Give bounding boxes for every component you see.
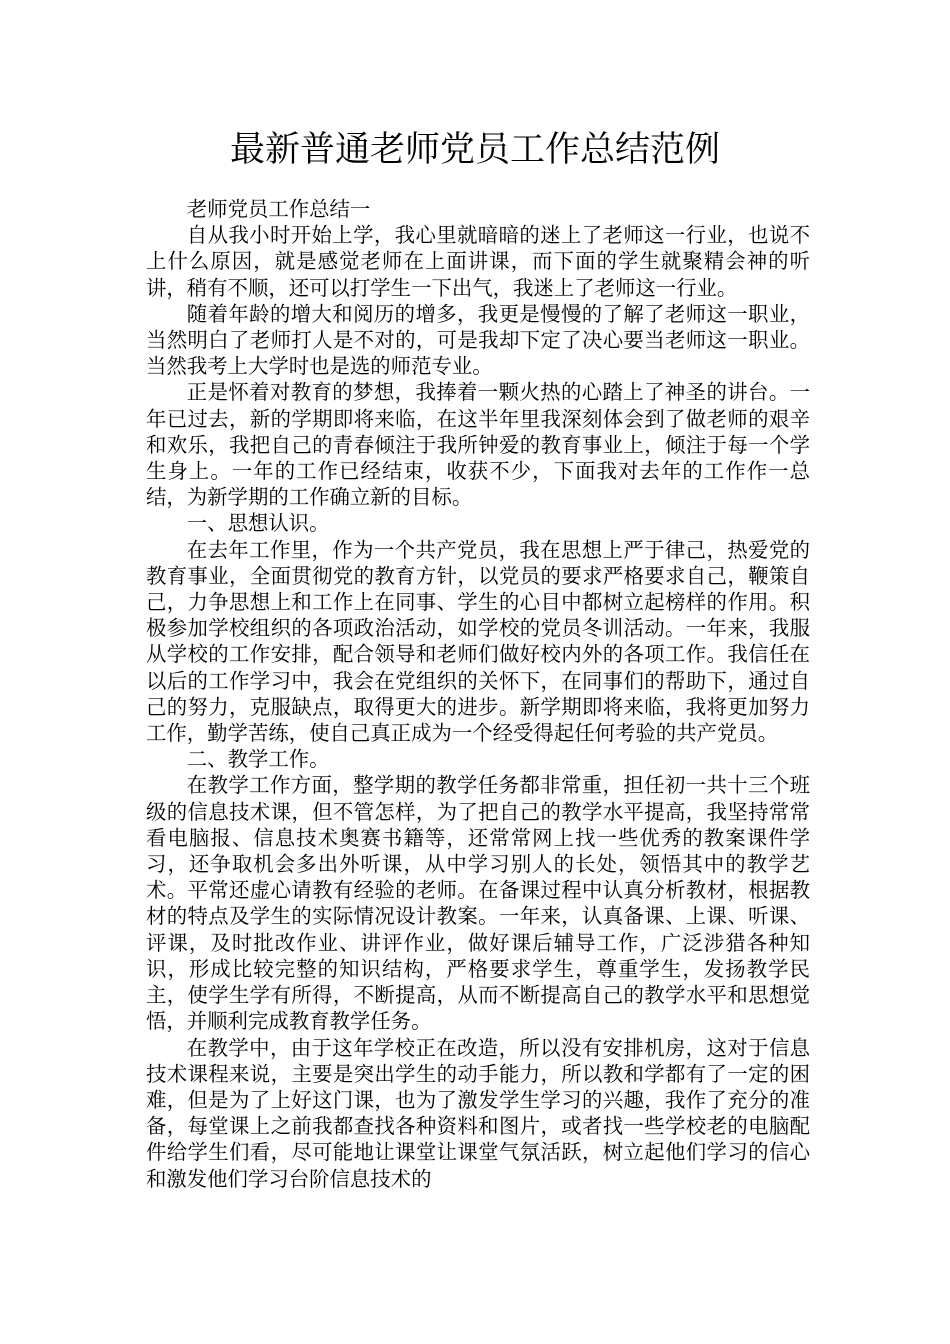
paragraph: 正是怀着对教育的梦想，我捧着一颗火热的心踏上了神圣的讲台。一年已过去，新的学期即将来临，在这半年里我深刻体会到了做老师的艰辛和欢乐，我把自己的青春倾注于我所钟爱的教育事业上，倾注于每一个学生身上。一年的工作已经结束，收获不少，下面我对去年的工作作一总结，为新学期的工作确立新的目标。 <box>146 380 810 510</box>
paragraph: 随着年龄的增大和阅历的增多，我更是慢慢的了解了老师这一职业，当然明白了老师打人是不对的，可是我却下定了决心要当老师这一职业。当然我考上大学时也是选的师范专业。 <box>146 301 810 379</box>
paragraph: 自从我小时开始上学，我心里就暗暗的迷上了老师这一行业，也说不上什么原因，就是感觉老师在上面讲课，而下面的学生就聚精会神的听讲，稍有不顺，还可以打学生一下出气，我迷上了老师这一行业。 <box>146 223 810 300</box>
document-title: 最新普通老师党员工作总结范例 <box>229 130 720 170</box>
section-heading-summary-one: 老师党员工作总结一 <box>186 197 371 221</box>
section-heading-teaching: 二、教学工作。 <box>186 747 330 772</box>
section-heading-thinking: 一、思想认识。 <box>186 511 330 536</box>
paragraph: 在教学中，由于这年学校正在改造，所以没有安排机房，这对于信息技术课程来说，主要是突出学生的动手能力，所以教和学都有了一定的困难，但是为了上好这门课，也为了激发学生学习的兴趣，我作了充分的准备，每堂课上之前我都查找各种资料和图片，或者找一些学校老的电脑配件给学生们看，尽可能地让课堂让课堂气氛活跃，树立起他们学习的信心和激发他们学习台阶信息技术的 <box>146 1035 810 1191</box>
paragraph: 在教学工作方面，整学期的教学任务都非常重，担任初一共十三个班级的信息技术课，但不管怎样，为了把自己的教学水平提高，我坚持常常看电脑报、信息技术奥赛书籍等，还常常网上找一些优秀的教案课件学习，还争取机会多出外听课，从中学习别人的长处，领悟其中的教学艺术。平常还虚心请教有经验的老师。在备课过程中认真分析教材，根据教材的特点及学生的实际情况设计教案。一年来，认真备课、上课、听课、评课，及时批改作业、讲评作业，做好课后辅导工作，广泛涉猎各种知识，形成比较完整的知识结构，严格要求学生，尊重学生，发扬教学民主，使学生学有所得，不断提高，从而不断提高自己的教学水平和思想觉悟，并顺利完成教育教学任务。 <box>146 773 810 1034</box>
paragraph: 在去年工作里，作为一个共产党员，我在思想上严于律己，热爱党的教育事业，全面贯彻党的教育方针，以党员的要求严格要求自己，鞭策自己，力争思想上和工作上在同事、学生的心目中都树立起榜样的作用。积极参加学校组织的各项政治活动，如学校的党员冬训活动。一年来，我服从学校的工作安排，配合领导和老师们做好校内外的各项工作。我信任在以后的工作学习中，我会在党组织的关怀下，在同事们的帮助下，通过自己的努力，克服缺点，取得更大的进步。新学期即将来临，我将更加努力工作，勤学苦练，使自己真正成为一个经受得起任何考验的共产党员。 <box>146 537 810 746</box>
document-body <box>146 196 810 1192</box>
